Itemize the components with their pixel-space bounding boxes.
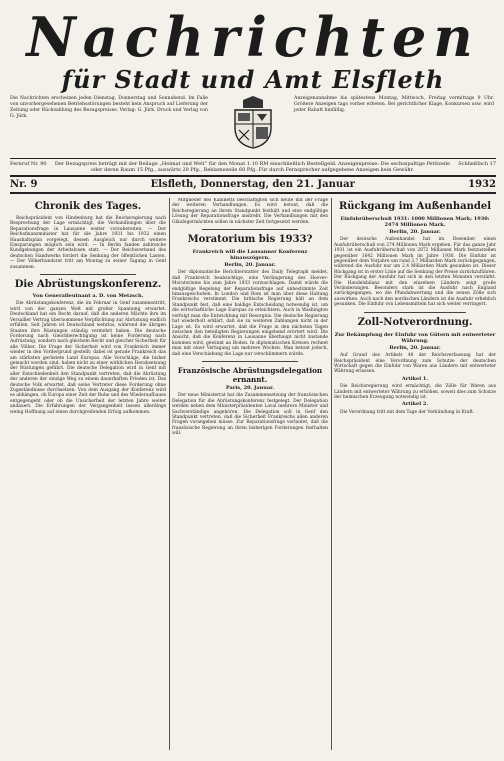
column-2 (172, 198, 328, 754)
column-divider (169, 198, 170, 750)
divider (202, 361, 298, 362)
po-box: Schließfach 17 (458, 161, 496, 167)
headline-chronik: Chronik des Tages. (34, 201, 142, 212)
column-1 (10, 198, 166, 754)
dateline: Berlin, 20. Januar. (389, 344, 441, 351)
article-heading: Artikel 2. (401, 401, 429, 408)
publication-info: Die Nachrichten erscheinen jeden Dienstag, Donnerstag und Sonnabend. Im Falle von unvorhergesehenen Betriebsstörungen besteht kein Anspruch auf Lieferung der Zeitung oder Rückzahlung des Bezugspreises. Verlag: G. Jürk. Druck und Verlag von G. Jürk. (10, 96, 208, 119)
article-text: Der diplomatische Berichterstatter des Daily Telegraph meldet, daß Frankreich beabsichtige, eine Verlängerung des Hoover-Moratoriums bis zum Jahre 1933 vorzuschlagen. Damit würde die endgültige Regelung der Reparationsfrage auf unbestimmte Zeit hinausgeschoben. In London und Rom ist man über diese Haltung Frankreichs verstimmt. Die britische Regierung hält an dem Standpunkt fest, daß eine baldige Entscheidung notwendig ist, um die wirtschaftliche Lage Europas zu erleichtern. Auch in Washington verfolgt man die Entwicklung mit Besorgnis. Die deutsche Regierung hat wiederholt erklärt, daß sie zu weiteren Zahlungen nicht in der Lage ist. Es wird erwartet, daß die Frage in den nächsten Tagen zwischen den beteiligten Regierungen eingehend erörtert wird. Die Ansicht, daß die Konferenz in Lausanne überhaupt nicht zustande kommen wird, gewinnt an Boden. In diplomatischen Kreisen rechnet man mit einer Vertagung um mehrere Wochen. Man betont jedoch, daß eine Verschiebung die Lage nur verschlimmern würde. (172, 270, 328, 357)
divider (10, 158, 496, 159)
article-text: Mitglieder des Kabinetts beschäftigten sich heute mit der Frage der weiteren Verhandlungen. Es wird betont, daß die Reichsregierung an ihrem Standpunkt festhält und eine endgültige Lösung der Reparationsfrage anstrebt. Die Verhandlungen mit den Gläubigermächten sollen in nächster Zeit fortgesetzt werden. (172, 198, 328, 225)
dateline: Berlin, 20. Januar. (224, 262, 276, 269)
article-text: Der neue Ministerrat hat die Zusammensetzung der französischen Delegation für die Abrüstungskonferenz festgelegt. Der Delegation werden neben dem Ministerpräsidenten Laval mehrere Minister und Sachverständige angehören. Die Delegation soll in Genf den Standpunkt vertreten, daß die Sicherheit Frankreichs allen anderen Fragen vorangehen müsse. Zur Reparationsfrage verlautet, daß die französische Regierung an ihren bisherigen Forderungen festhalten will. (172, 393, 328, 437)
coat-of-arms-icon (229, 94, 277, 150)
advertising-info: Anzeigenannahme bis spätestens Montag, Mittwoch, Freitag vormittags 9 Uhr. Größere Anzeigen tags vorher erbeten. Bei gerichtlicher Klage, Konkursen usw. wird jeder Rabatt hinfällig. (294, 96, 494, 113)
issue-year: 1932 (468, 179, 496, 190)
issue-number: Nr. 9 (10, 179, 38, 190)
article-text: Der deutsche Außenhandel hat im Dezember einen Ausfuhrüberschuß von 274 Millionen Mark ergeben. Für das ganze Jahr 1931 ist ein Ausfuhrüberschuß von 2872 Millionen Mark festzustellen gegenüber 1642 Millionen Mark im Jahre 1930. Die Einfuhr ist gegenüber dem Vorjahre um rund 3,7 Milliarden Mark zurückgegangen, während die Ausfuhr nur um 2,4 Milliarden Mark gesunken ist. Dieser Rückgang ist in erster Linie auf die Senkung der Preise zurückzuführen. Der Rückgang der Ausfuhr hat sich in den letzten Monaten verstärkt. Die Handelsbilanz mit den einzelnen Ländern zeigt große Veränderungen. Besonders stark ist die Ausfuhr nach England zurückgegangen, wo die Pfundabwertung und die neuen Zölle sich auswirken. Auch nach den nordischen Ländern ist die Ausfuhr erheblich gesunken. Die Einfuhr von Lebensmitteln hat sich weiter verringert. (334, 237, 496, 308)
headline-abruestung: Die Abrüstungskonferenz. (14, 279, 162, 291)
article-text: Die Abrüstungskonferenz, die im Februar in Genf zusammentritt, wird von der ganzen Welt mit großer Spannung erwartet. Deutschland hat ein Recht darauf, daß die anderen Mächte ihre im Versailler Vertrag übernommene Verpflichtung zur Abrüstung endlich erfüllen. Seit Jahren ist Deutschland wehrlos, während die übrigen Staaten ihre Rüstungen ständig vermehrt haben. Die deutsche Forderung nach Gleichberechtigung ist keine Forderung nach Aufrüstung, sondern nach gleichem Recht und gleicher Sicherheit für alle Völker. Die Frage der Sicherheit wird von Frankreich immer wieder in den Vordergrund gestellt; dabei ist gerade Frankreich das am stärksten gerüstete Land Europas. Alle Vorschläge, die bisher gemacht worden sind, haben nicht zu einer wirklichen Herabsetzung der Rüstungen geführt. Die deutsche Delegation wird in Genf mit aller Entschiedenheit den Standpunkt vertreten, daß die Abrüstung der anderen der einzige Weg zu einem dauerhaften Frieden ist. Das deutsche Volk erwartet, daß seine Vertreter diese Forderung ohne Zugeständnisse durchsetzen. Von dem Ausgang der Konferenz wird es abhängen, ob Europa einer Zeit der Ruhe und des Wiederaufbaues entgegengeht oder ob die Unsicherheit der letzten Jahre weiter andauert. Die Erfahrungen der Vergangenheit lassen allerdings wenig Hoffnung auf einen durchgreifenden Erfolg aufkommen. (10, 301, 166, 415)
article-columns (10, 194, 496, 754)
article-text: Die Verordnung tritt mit dem Tage der Verkündung in Kraft. (340, 409, 475, 415)
article-text: Reichspräsident von Hindenburg hat die Reichsregierung nach Besprechung der Lage ermächtigt, die Verhandlungen über die Reparationsfrage in Lausanne weiter vorzubereiten. — Der Reichsfinanzminister hat für die Jahre 1931 bis 1932 einen Haushaltsplan vorgelegt, dessen Ausgleich nur durch weitere Einsparungen möglich sein wird. — In Berlin fanden zahlreiche Kundgebungen der Arbeitslosen statt. — Der Reichsverband des deutschen Handwerks fordert die Senkung der öffentlichen Lasten. — Der Völkerbundsrat tritt am Montag zu seiner Tagung in Genf zusammen. (10, 216, 166, 270)
masthead (10, 5, 496, 94)
dateline: Paris, 20. Januar. (225, 384, 275, 391)
article-text: Die Reichsregierung wird ermächtigt, die Zölle für Waren aus Ländern mit entwerteter Währung zu erhöhen, soweit dies zum Schutze der heimischen Erzeugung notwendig ist. (334, 384, 496, 400)
article-heading: Artikel 1. (401, 375, 429, 382)
newspaper-title: Nachrichten (26, 5, 480, 69)
headline-aussenhandel: Rückgang im Außenhandel (338, 201, 492, 212)
subheadline: Einfuhrüberschuß 1931: 1000 Millionen Mark; 1930: 2474 Millionen Mark. (340, 216, 490, 228)
byline: Von Generalleutnant a. D. von Metzsch. (32, 293, 144, 300)
dateline: Berlin, 20. Januar. (389, 229, 441, 235)
newspaper-subtitle: für Stadt und Amt Elsfleth (61, 65, 445, 94)
price-info: Der Bezugspreis beträgt mit der Beilage „Heimat und Welt“ für den Monat 1.10 RM einschließlich Bestellgeld. Anzeigenpreise: Die sechsspaltige Petitzeile oder deren Raum 15 Pfg., auswärts 20 Pfg., Reklamezeile 60 Pfg. Für durch Fernsprecher aufgegebene Anzeigen kein Gewähr. (54, 161, 450, 173)
divider (364, 312, 466, 313)
issue-date: Elsfleth, Donnerstag, den 21. Januar (150, 179, 355, 190)
column-3 (334, 198, 496, 754)
issue-line (10, 177, 496, 192)
divider (202, 229, 298, 230)
subheadline: Frankreich will die Lausanner Konferenz hinauszögern. (192, 249, 308, 262)
headline-zoll: Zoll-Notverordnung. (357, 316, 473, 328)
newspaper-page (10, 5, 496, 753)
phone-number: Fernruf Nr. 90 (10, 161, 47, 167)
subheadline: Zur Bekämpfung der Einfuhr von Gütern mit entwerteter Währung. (334, 331, 496, 344)
divider (40, 274, 136, 275)
article-text: Auf Grund des Artikels 48 der Reichsverfassung hat der Reichspräsident eine Verordnung zum Schutze der deutschen Wirtschaft gegen die Einfuhr von Waren aus Ländern mit entwerteter Währung erlassen. (334, 353, 496, 375)
column-divider (331, 198, 332, 750)
headline-moratorium: Moratorium bis 1933? (187, 234, 313, 246)
headline-delegation: Französische Abrüstungsdelegation ernannt. (177, 365, 323, 384)
meta-row (10, 161, 496, 173)
masthead-info-row (10, 96, 496, 158)
